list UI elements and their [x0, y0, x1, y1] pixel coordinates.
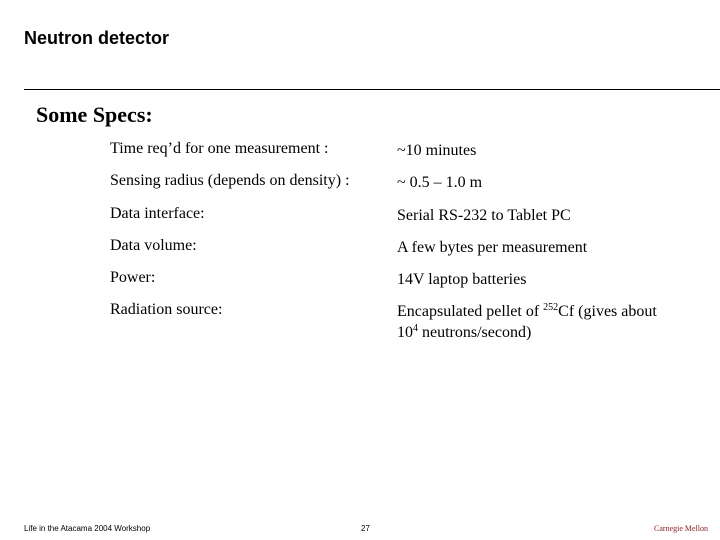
spec-label: Sensing radius (depends on density) : [110, 172, 350, 189]
page-number: 27 [361, 524, 370, 533]
spec-label: Time req’d for one measurement : [110, 140, 329, 157]
slide-subtitle: Some Specs: [36, 102, 153, 127]
spec-value: ~ 0.5 – 1.0 m [397, 174, 483, 191]
footer-workshop: Life in the Atacama 2004 Workshop [24, 524, 151, 533]
exponent: 4 [413, 323, 418, 334]
spec-value-text: neutrons/second) [418, 324, 532, 341]
spec-label: Power: [110, 269, 156, 286]
spec-value: A few bytes per measurement [397, 239, 588, 256]
spec-label: Radiation source: [110, 301, 223, 318]
spec-value-text: Cf (gives about 10 [397, 303, 657, 341]
spec-value-text: Encapsulated pellet of [397, 303, 544, 320]
slide-title: Neutron detector [24, 28, 170, 48]
spec-value [397, 301, 677, 343]
spec-value: 14V laptop batteries [397, 271, 527, 288]
spec-value: ~10 minutes [397, 142, 477, 159]
spec-label: Data interface: [110, 205, 205, 222]
spec-label: Data volume: [110, 237, 197, 254]
footer-institution: Carnegie Mellon [654, 524, 708, 533]
isotope-mass-number: 252 [543, 302, 559, 313]
spec-value: Serial RS-232 to Tablet PC [397, 207, 571, 224]
title-divider [24, 89, 720, 90]
